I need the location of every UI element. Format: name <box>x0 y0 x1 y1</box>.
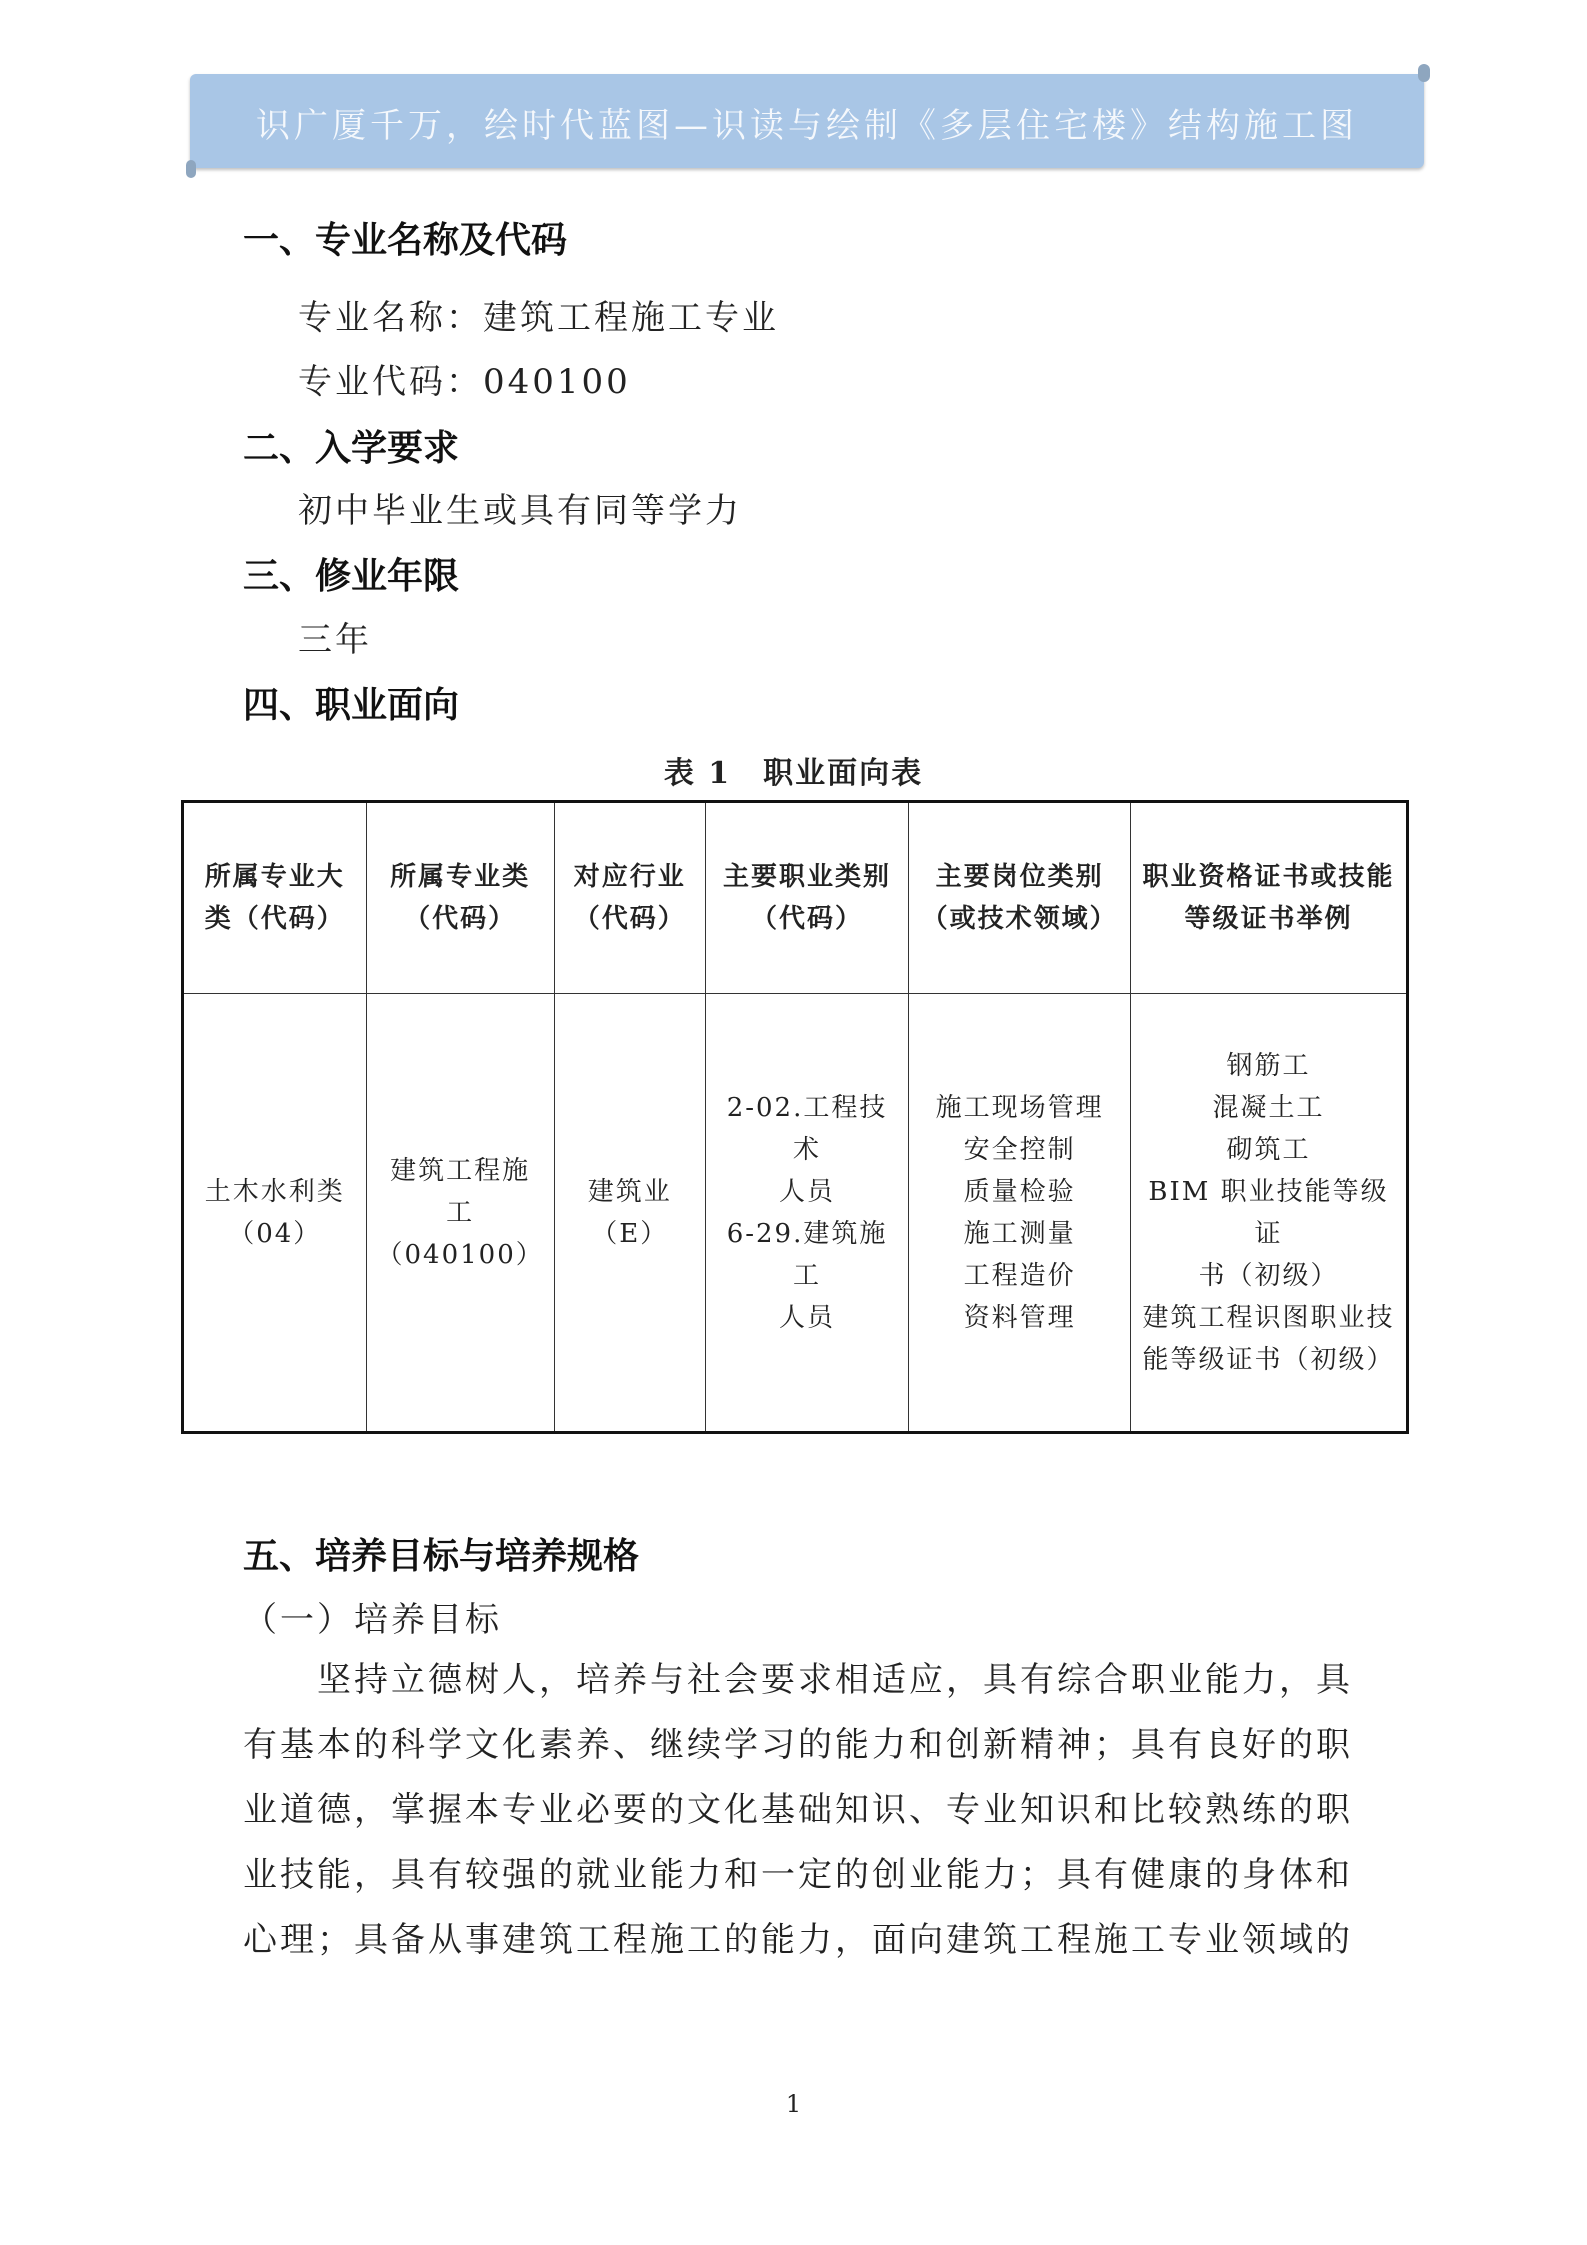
banner-pin-right <box>1418 64 1430 82</box>
banner-pin-left <box>186 160 196 178</box>
section-1-title: 一、专业名称及代码 <box>243 220 568 261</box>
table-header-row <box>183 802 1408 994</box>
table-caption: 表 1 职业面向表 <box>663 756 924 791</box>
duration-text: 三年 <box>298 620 372 660</box>
table-cell: 土木水利类 （04） <box>183 994 367 1433</box>
header-cell: 所属专业大 类（代码） <box>183 802 367 994</box>
table-cell: 钢筋工 混凝土工 砌筑工 BIM 职业技能等级证 书（初级） 建筑工程识图职业技 能等级证书（初级） <box>1130 994 1407 1433</box>
header-cell: 所属专业类 （代码） <box>366 802 554 994</box>
table-row <box>183 994 1408 1433</box>
section-3-title: 三、修业年限 <box>243 556 460 597</box>
section-2-title: 二、入学要求 <box>243 428 460 469</box>
training-goal-paragraph <box>243 1648 1353 1973</box>
table-cell: 建筑业 （E） <box>554 994 705 1433</box>
page-number: 1 <box>785 2090 802 2118</box>
paragraph-line: 业技能，具有较强的就业能力和一定的创业能力；具有健康的身体和 <box>243 1855 1353 1895</box>
major-name: 专业名称：建筑工程施工专业 <box>298 298 779 338</box>
major-code: 专业代码：040100 <box>298 362 631 402</box>
admission-text: 初中毕业生或具有同等学力 <box>298 491 742 531</box>
header-cell: 对应行业 （代码） <box>554 802 705 994</box>
paragraph-line: 有基本的科学文化素养、继续学习的能力和创新精神；具有良好的职 <box>243 1725 1353 1765</box>
table-cell: 建筑工程施 工（040100） <box>366 994 554 1433</box>
header-cell: 职业资格证书或技能 等级证书举例 <box>1130 802 1407 994</box>
paragraph-line: 心理；具备从事建筑工程施工的能力，面向建筑工程施工专业领域的 <box>243 1920 1353 1960</box>
subsection-title: （一）培养目标 <box>243 1600 502 1640</box>
paragraph-line: 坚持立德树人，培养与社会要求相适应，具有综合职业能力，具 <box>243 1660 1353 1700</box>
banner-title: 识广厦千万，绘时代蓝图—识读与绘制《多层住宅楼》结构施工图 <box>256 106 1358 146</box>
occupation-table <box>181 800 1409 1434</box>
header-banner <box>190 74 1424 168</box>
header-cell: 主要岗位类别 （或技术领域） <box>909 802 1131 994</box>
table-cell: 2-02.工程技术 人员 6-29.建筑施工 人员 <box>705 994 908 1433</box>
header-cell: 主要职业类别 （代码） <box>705 802 908 994</box>
table-cell: 施工现场管理 安全控制 质量检验 施工测量 工程造价 资料管理 <box>909 994 1131 1433</box>
section-4-title: 四、职业面向 <box>243 685 460 726</box>
paragraph-line: 业道德，掌握本专业必要的文化基础知识、专业知识和比较熟练的职 <box>243 1790 1353 1830</box>
section-5-title: 五、培养目标与培养规格 <box>243 1536 640 1577</box>
